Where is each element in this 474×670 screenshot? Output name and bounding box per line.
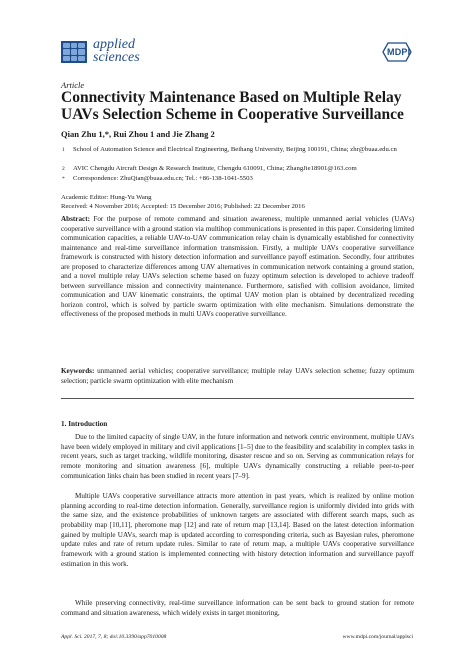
journal-name-line2: sciences bbox=[93, 50, 140, 65]
intro-paragraph-3: While preserving connectivity, real-time surveillance information can be sent back to ground station for remote command and situation awareness, which widely exists in target monitoring, bbox=[61, 599, 414, 617]
journal-url[interactable]: www.mdpi.com/journal/applsci bbox=[342, 634, 413, 640]
affiliation-text: AVIC Chengdu Aircraft Design & Research Institute, Chengdu 610091, China; ZhangJie18901@163.com bbox=[73, 165, 357, 172]
publisher-name: MDPI bbox=[387, 47, 411, 57]
abstract-text: For the purpose of remote command and situation awareness, multiple unmanned aerial vehicles (UAVs) cooperative surveillance with a ground station via multihop communications is presented in this paper. Considering limited communication capacities, a reliable UAV-to-UAV communication relay chain is dynamically established for connectivity maintenance and real-time surveillance information transmission. Firstly, a multiple UAVs cooperative surveillance framework is constructed with history detection information and surveillance payoff estimation. Secondly, four attributes are proposed to characterize differences among UAV alternatives in communication network containing a ground station, and a novel multiple relay UAVs selection scheme based on fuzzy optimum selection is developed to achieve tradeoff between surveillance mission and connectivity maintenance. Furthermore, satisfied with collision avoidance, limited communication and UAV kinematic constraints, the optimal UAV motion plan is obtained by decentralized receding horizon control, which is solved by particle swarm optimization with elite mechanism. Simulations demonstrate the effectiveness of the proposed methods in multi UAVs cooperative surveillance. bbox=[61, 215, 414, 319]
intro-paragraph-1: Due to the limited capacity of single UAV, in the future information and network centric environment, multiple UAVs have been widely employed in military and civil applications [1–5] due to the feasibility and scalability in complex tasks in recent years, such as target tracking, wildlife monitoring, disaster rescue and so on. Serving as communication relays for remote monitoring and situation awareness [6], multiple UAVs dynamically constructing a reliable peer-to-peer communication links chain has been studied in recent years [7–9]. bbox=[61, 433, 414, 480]
academic-editor: Academic Editor: Hung-Yu Wang bbox=[61, 194, 152, 201]
affiliation-2 bbox=[61, 165, 421, 174]
section-divider bbox=[61, 398, 414, 399]
journal-logo-icon bbox=[61, 41, 87, 63]
citation-footer: Appl. Sci. 2017, 7, 8; doi:10.3390/app7010008 bbox=[61, 634, 167, 640]
journal-name-line1: applied bbox=[93, 37, 135, 52]
article-type: Article bbox=[61, 80, 85, 90]
keywords-text: unmanned aerial vehicles; cooperative surveillance; multiple relay UAVs selection scheme; fuzzy optimum selection; particle swarm optimization with elite mechanism bbox=[61, 367, 414, 385]
affiliation-text: Correspondence: ZhuQian@buaa.edu.cn; Tel.: +86-138-1041-5503 bbox=[73, 175, 253, 182]
keywords-label: Keywords: bbox=[61, 367, 95, 375]
journal-name bbox=[93, 38, 140, 64]
intro-paragraph-2: Multiple UAVs cooperative surveillance attracts more attention in past years, which is realized by online motion planning according to real-time detection information. Generally, surveillance region is uniformly divided into grids with the same size, and the existence probabilities of unknown targets are associated with different search maps, such as probability map [10,11], pheromone map [12] and rate of return map [13,14]. Based on the latest detection information gained by multiple UAVs, search map is updated according to corresponding criteria, such as Bayesian rules, pheromone update rules and rate of return update rules. Similar to rate of return map, a multiple UAVs cooperative surveillance framework with a ground station is implemented connecting with history detection information and surveillance payoff estimation in this work. bbox=[61, 492, 414, 568]
affiliation-mark: 2 bbox=[62, 166, 65, 172]
affiliation-text: School of Automation Science and Electrical Engineering, Beihang University, Beijing 100191, China; zhr@buaa.edu.cn bbox=[73, 146, 397, 153]
section-heading: 1. Introduction bbox=[61, 420, 108, 428]
affiliation-1 bbox=[61, 146, 421, 164]
correspondence bbox=[61, 175, 421, 184]
author-list: Qian Zhu 1,*, Rui Zhou 1 and Jie Zhang 2 bbox=[61, 129, 215, 139]
paper-title: Connectivity Maintenance Based on Multiple Relay UAVs Selection Scheme in Cooperative Surveillance bbox=[61, 89, 404, 123]
abstract bbox=[61, 215, 414, 320]
keywords bbox=[61, 367, 414, 386]
abstract-label: Abstract: bbox=[61, 215, 90, 223]
affiliation-mark: 1 bbox=[62, 147, 65, 153]
publication-dates: Received: 4 November 2016; Accepted: 15 December 2016; Published: 22 December 2016 bbox=[61, 203, 305, 210]
affiliation-mark: * bbox=[62, 176, 65, 182]
